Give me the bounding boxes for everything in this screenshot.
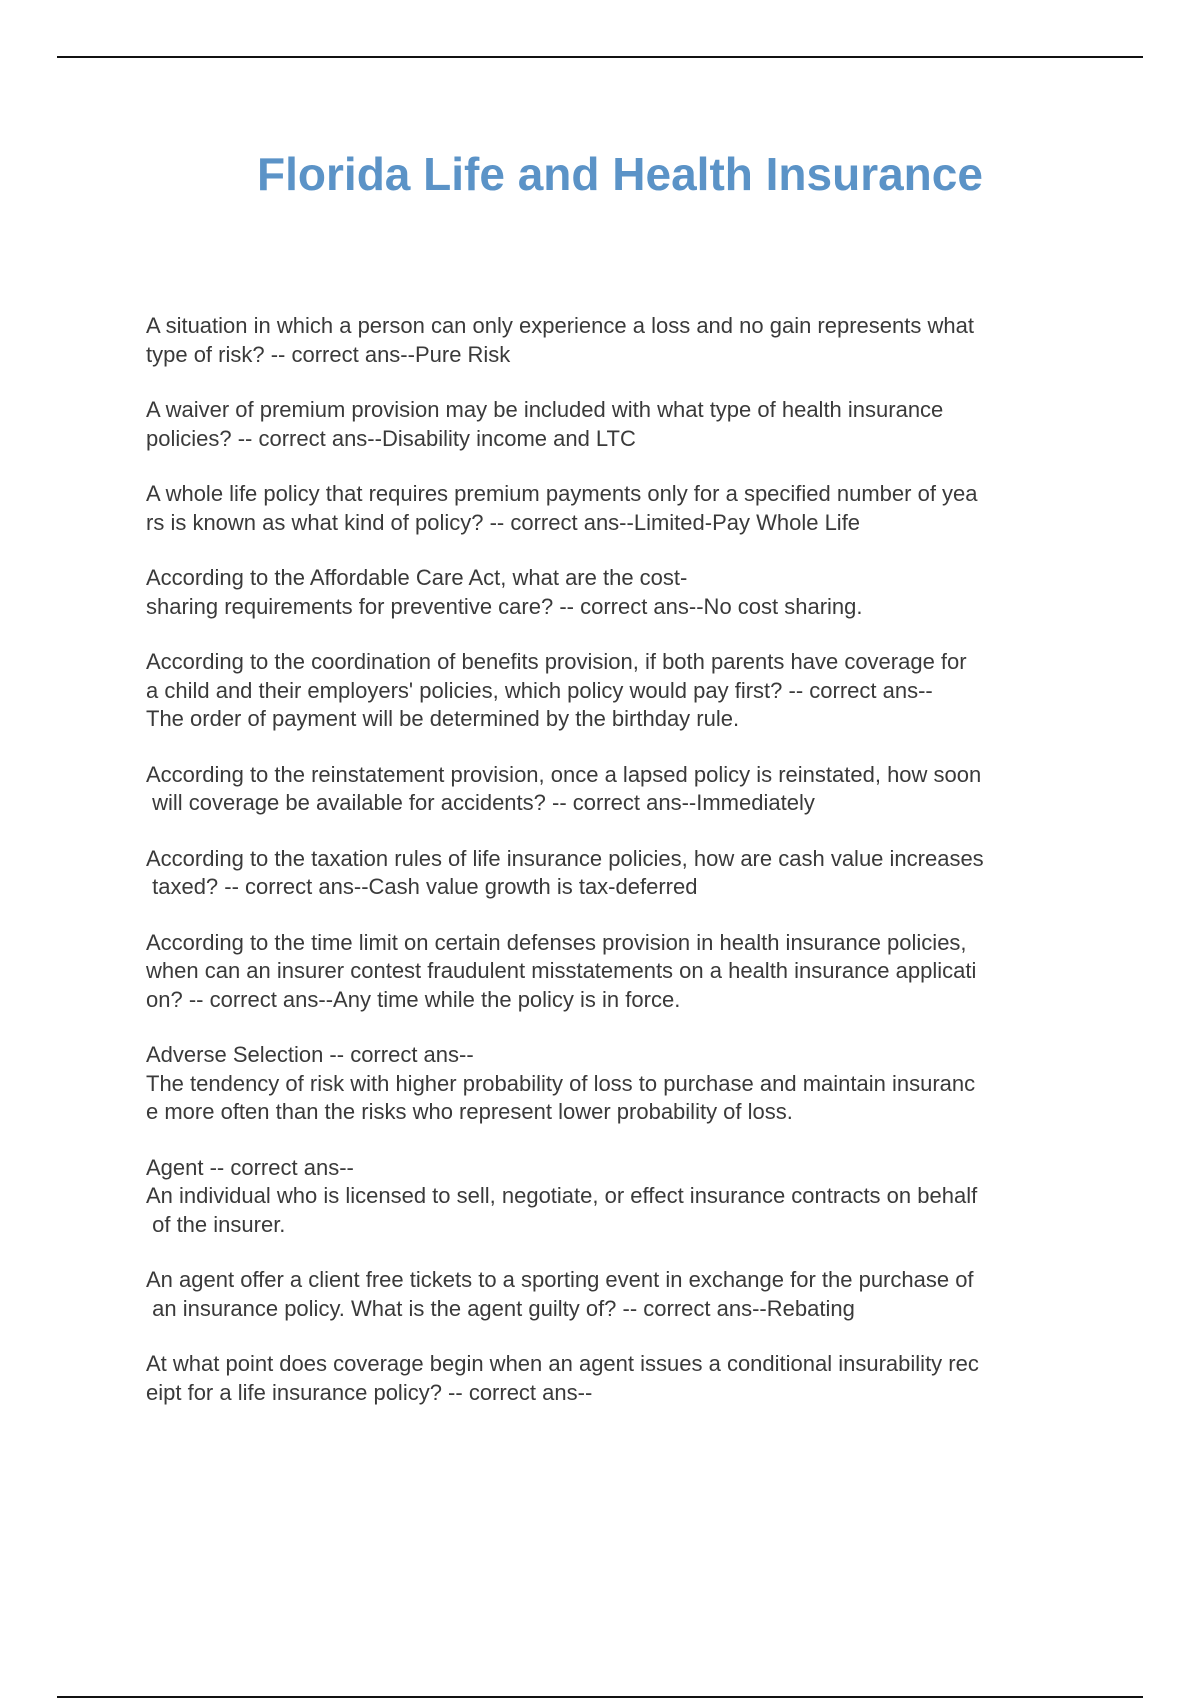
qa-line: of the insurer. — [146, 1211, 286, 1237]
qa-entry — [146, 845, 1086, 902]
qa-line: will coverage be available for accidents? -- correct ans--Immediately — [146, 790, 815, 815]
qa-entry — [146, 929, 1086, 1015]
qa-line: The tendency of risk with higher probability of loss to purchase and maintain insuranc — [146, 1070, 976, 1096]
qa-line: when can an insurer contest fraudulent misstatements on a health insurance applicati — [146, 958, 977, 983]
qa-entry — [146, 1266, 1086, 1323]
qa-line: a child and their employers' policies, which policy would pay first? -- correct ans-- — [146, 677, 933, 703]
qa-line: According to the Affordable Care Act, what are the cost- — [146, 565, 688, 590]
qa-line: An agent offer a client free tickets to a sporting event in exchange for the purchase of — [146, 1267, 974, 1292]
qa-line: According to the coordination of benefits provision, if both parents have coverage for — [146, 649, 967, 674]
qa-entry — [146, 648, 1086, 734]
qa-line: Adverse Selection -- correct ans-- — [146, 1042, 474, 1067]
qa-entry — [146, 396, 1086, 453]
qa-line: The order of payment will be determined by the birthday rule. — [146, 706, 740, 731]
qa-line: policies? -- correct ans--Disability income and LTC — [146, 425, 636, 451]
qa-list — [146, 312, 1086, 1434]
qa-entry — [146, 761, 1086, 818]
qa-line: rs is known as what kind of policy? -- correct ans--Limited-Pay Whole Life — [146, 509, 861, 535]
qa-line: A situation in which a person can only experience a loss and no gain represents what — [146, 313, 974, 338]
qa-line: A waiver of premium provision may be included with what type of health insurance — [146, 397, 944, 422]
qa-line: Agent -- correct ans-- — [146, 1154, 354, 1180]
page-title: Florida Life and Health Insurance — [257, 148, 983, 200]
qa-line: taxed? -- correct ans--Cash value growth is tax-deferred — [146, 874, 698, 899]
top-divider — [57, 56, 1143, 58]
qa-entry — [146, 1350, 1086, 1407]
qa-entry — [146, 480, 1086, 537]
qa-line: At what point does coverage begin when an agent issues a conditional insurability rec — [146, 1351, 979, 1376]
qa-line: According to the taxation rules of life insurance policies, how are cash value increases — [146, 845, 984, 871]
qa-entry — [146, 1041, 1086, 1127]
qa-line: an insurance policy. What is the agent guilty of? -- correct ans--Rebating — [146, 1295, 855, 1321]
qa-line: According to the reinstatement provision, once a lapsed policy is reinstated, how soon — [146, 761, 982, 787]
qa-line: According to the time limit on certain defenses provision in health insurance policies, — [146, 929, 967, 955]
qa-line: sharing requirements for preventive care? -- correct ans--No cost sharing. — [146, 593, 863, 619]
qa-entry — [146, 312, 1086, 369]
qa-line: type of risk? -- correct ans--Pure Risk — [146, 341, 511, 367]
qa-line: An individual who is licensed to sell, negotiate, or effect insurance contracts on behalf — [146, 1183, 978, 1208]
qa-line: A whole life policy that requires premium payments only for a specified number of yea — [146, 481, 978, 506]
qa-line: e more often than the risks who represent lower probability of loss. — [146, 1099, 793, 1124]
qa-line: on? -- correct ans--Any time while the policy is in force. — [146, 986, 681, 1012]
qa-line: eipt for a life insurance policy? -- correct ans-- — [146, 1379, 593, 1405]
qa-entry — [146, 1154, 1086, 1240]
bottom-divider — [57, 1696, 1143, 1698]
qa-entry — [146, 564, 1086, 621]
